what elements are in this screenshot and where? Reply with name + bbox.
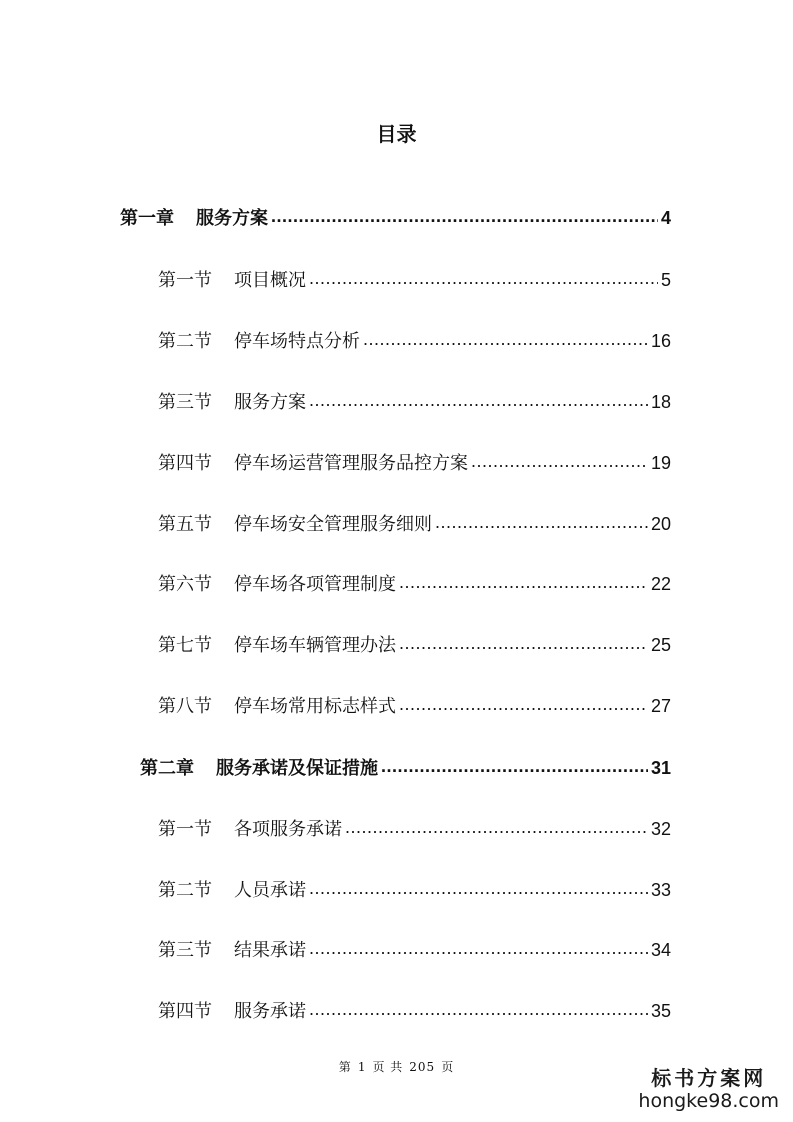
toc-entry-number: 第三节 bbox=[158, 392, 212, 413]
toc-entry-section[interactable] bbox=[158, 631, 671, 657]
toc-entry-number: 第四节 bbox=[158, 1001, 212, 1022]
toc-entry-section[interactable] bbox=[158, 997, 671, 1023]
toc-entry-title: 项目概况 bbox=[234, 270, 306, 291]
dot-leader bbox=[309, 938, 648, 956]
toc-entry-page: 19 bbox=[650, 453, 671, 473]
toc-title: 目录 bbox=[376, 122, 417, 146]
toc-entry-page: 31 bbox=[650, 758, 671, 778]
toc-entry-section[interactable] bbox=[158, 692, 671, 718]
toc-entry-page: 16 bbox=[650, 331, 671, 351]
toc-entry-page: 18 bbox=[650, 392, 671, 412]
dot-leader bbox=[435, 512, 648, 530]
toc-entry-title: 停车场安全管理服务细则 bbox=[234, 514, 432, 535]
toc-entry-page: 4 bbox=[660, 208, 671, 228]
toc-entry-number: 第三节 bbox=[158, 940, 212, 961]
toc-entry-number: 第二章 bbox=[140, 758, 194, 779]
watermark-title: 标书方案网 bbox=[651, 1066, 767, 1090]
toc-entry-section[interactable] bbox=[158, 570, 671, 596]
toc-entry-page: 27 bbox=[650, 696, 671, 716]
footer-middle: 页 共 bbox=[372, 1060, 404, 1074]
footer-current-page: 1 bbox=[357, 1060, 367, 1074]
toc-entry-section[interactable] bbox=[158, 510, 671, 536]
toc-entry-page: 34 bbox=[650, 940, 671, 960]
toc-entry-number: 第一章 bbox=[120, 208, 174, 229]
toc-entry-title: 人员承诺 bbox=[234, 880, 306, 901]
footer-prefix: 第 bbox=[338, 1060, 352, 1074]
toc-entry-page: 5 bbox=[660, 270, 671, 290]
dot-leader bbox=[345, 817, 648, 835]
toc-entry-section[interactable] bbox=[158, 266, 671, 292]
toc-entry-page: 33 bbox=[650, 880, 671, 900]
toc-entry-number: 第七节 bbox=[158, 635, 212, 656]
dot-leader bbox=[309, 878, 648, 896]
toc-entry-number: 第六节 bbox=[158, 574, 212, 595]
toc-entry-section[interactable] bbox=[158, 388, 671, 414]
dot-leader bbox=[399, 694, 648, 712]
toc-entry-number: 第八节 bbox=[158, 696, 212, 717]
watermark-logo bbox=[638, 1066, 779, 1112]
toc-entry-page: 32 bbox=[650, 819, 671, 839]
dot-leader bbox=[399, 572, 648, 590]
dot-leader bbox=[309, 999, 648, 1017]
toc-entry-title: 停车场常用标志样式 bbox=[234, 696, 396, 717]
toc-entry-title: 服务承诺 bbox=[234, 1001, 306, 1022]
toc-entry-section[interactable] bbox=[158, 815, 671, 841]
toc-entry-section[interactable] bbox=[158, 936, 671, 962]
footer-suffix: 页 bbox=[441, 1060, 455, 1074]
toc-entry-section[interactable] bbox=[158, 876, 671, 902]
toc-entry-number: 第二节 bbox=[158, 331, 212, 352]
toc-entry-number: 第一节 bbox=[158, 270, 212, 291]
dot-leader bbox=[381, 756, 648, 774]
dot-leader bbox=[271, 206, 658, 224]
toc-entry-title: 服务承诺及保证措施 bbox=[216, 758, 378, 779]
footer-total-pages: 205 bbox=[409, 1060, 436, 1074]
toc-entry-chapter-2[interactable] bbox=[140, 754, 671, 780]
toc-entry-title: 停车场运营管理服务品控方案 bbox=[234, 453, 468, 474]
dot-leader bbox=[309, 390, 648, 408]
toc-entry-title: 结果承诺 bbox=[234, 940, 306, 961]
toc-entry-title: 停车场车辆管理办法 bbox=[234, 635, 396, 656]
toc-entry-page: 35 bbox=[650, 1001, 671, 1021]
dot-leader bbox=[399, 633, 648, 651]
toc-entry-title: 各项服务承诺 bbox=[234, 819, 342, 840]
toc-entry-chapter-1[interactable] bbox=[120, 204, 671, 230]
toc-entry-page: 20 bbox=[650, 514, 671, 534]
dot-leader bbox=[471, 451, 648, 469]
toc-entry-number: 第四节 bbox=[158, 453, 212, 474]
toc-entry-section[interactable] bbox=[158, 449, 671, 475]
toc-entry-page: 22 bbox=[650, 574, 671, 594]
toc-entry-number: 第一节 bbox=[158, 819, 212, 840]
toc-entry-page: 25 bbox=[650, 635, 671, 655]
toc-entry-title: 服务方案 bbox=[196, 208, 268, 229]
toc-entry-title: 服务方案 bbox=[234, 392, 306, 413]
toc-entry-number: 第五节 bbox=[158, 514, 212, 535]
toc-entry-title: 停车场各项管理制度 bbox=[234, 574, 396, 595]
toc-entry-title: 停车场特点分析 bbox=[234, 331, 360, 352]
toc-entry-section[interactable] bbox=[158, 327, 671, 353]
dot-leader bbox=[309, 268, 658, 286]
dot-leader bbox=[363, 329, 648, 347]
toc-entry-number: 第二节 bbox=[158, 880, 212, 901]
watermark-url: hongke98.com bbox=[638, 1090, 779, 1112]
